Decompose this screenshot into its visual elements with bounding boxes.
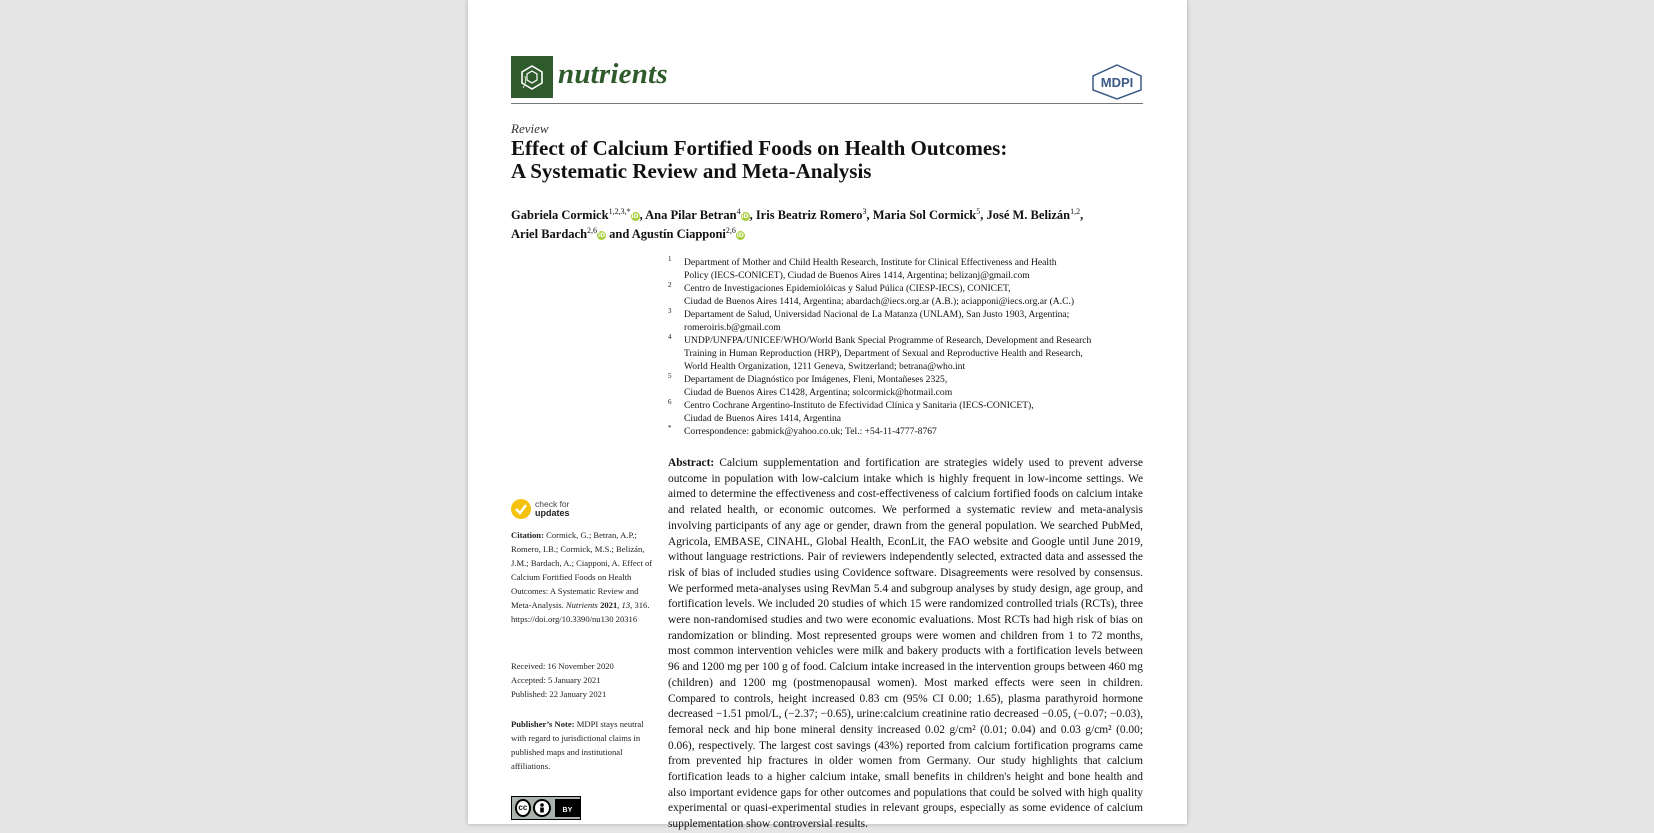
affiliation-line: Ciudad de Buenos Aires 1414, Argentina — [684, 413, 842, 424]
author-name[interactable]: Ana Pilar Betran — [645, 208, 737, 223]
author-name[interactable]: Iris Beatriz Romero — [755, 208, 863, 223]
cc-icon: cc — [515, 799, 531, 817]
affiliation-number: 6 — [668, 398, 672, 406]
document-page — [468, 0, 1187, 831]
author-name[interactable]: Ariel Bardach — [511, 227, 588, 242]
affiliation-line: Centro de Investigaciones Epidemiolóicas y Salud Púlica (CIESP-IECS), CONICET, — [684, 283, 1011, 294]
citation-doi-link[interactable]: 316. https://doi.org/10.3390/nu130 20316 — [511, 600, 650, 624]
journal-name: nutrients — [558, 58, 668, 90]
orcid-icon[interactable]: iD — [631, 213, 639, 221]
cc-license-badge[interactable] — [511, 796, 581, 820]
affiliation-number: 3 — [668, 307, 672, 315]
author-name[interactable]: Maria Sol Cormick — [872, 208, 977, 223]
affiliation-line: Departament de Salud, Universidad Nacional de La Matanza (UNLAM), San Justo 1903, Argentina; — [684, 309, 1070, 320]
title-line: A Systematic Review and Meta-Analysis — [511, 159, 872, 183]
affiliation-list — [668, 256, 1148, 438]
affiliation-item — [668, 334, 1148, 373]
author-name[interactable]: Agustín Ciapponi — [631, 227, 726, 242]
affiliation-line: Ciudad de Buenos Aires C1428, Argentina; solcormick@hotmail.com — [684, 387, 953, 398]
title-line: Effect of Calcium Fortified Foods on Health Outcomes: — [511, 136, 1008, 160]
author-affiliation-sup: 2,6 — [725, 226, 736, 236]
affiliation-line: World Health Organization, 1211 Geneva, Switzerland; betrana@who.int — [684, 361, 966, 372]
affiliation-line: Ciudad de Buenos Aires 1414, Argentina; abardach@iecs.org.ar (A.B.); aciapponi@iecs.org.ar (A.C.) — [684, 296, 1075, 307]
orcid-icon[interactable]: iD — [736, 232, 744, 240]
affiliation-number: 1 — [668, 255, 672, 263]
citation-label: Citation: — [511, 530, 544, 540]
article-type: Review — [511, 121, 549, 136]
affiliation-number: 2 — [668, 281, 672, 289]
affiliation-item — [668, 399, 1148, 425]
publication-dates — [511, 659, 653, 701]
by-label: BY — [555, 799, 580, 817]
publishers-note: Publisher’s Note: MDPI stays neutral with regard to jurisdictional claims in published maps and institutional affiliations. — [511, 719, 644, 771]
check-for-updates-link[interactable] — [511, 498, 611, 522]
abstract-label: Abstract: — [668, 457, 715, 469]
affiliation-item — [668, 373, 1148, 399]
author-affiliation-sup: 5 — [976, 207, 981, 216]
orcid-icon[interactable]: iD — [741, 213, 749, 221]
abstract — [668, 456, 1143, 833]
header-divider — [511, 103, 1143, 104]
affiliation-number: * — [668, 424, 672, 432]
affiliation-number: 4 — [668, 333, 672, 341]
author-affiliation-sup: 1,2,3,* — [608, 207, 631, 216]
author-affiliation-sup: 4 — [736, 207, 741, 216]
article-title — [511, 137, 1131, 183]
affiliation-line: Department of Mother and Child Health Research, Institute for Clinical Effectiveness and Health — [684, 257, 1057, 268]
orcid-icon[interactable]: iD — [598, 232, 606, 240]
check-updates-icon — [511, 499, 531, 519]
publisher-logo — [1091, 64, 1143, 100]
author-affiliation-sup: 1,2 — [1070, 207, 1081, 216]
author-list: Gabriela Cormick$^{1,2,3,*}$iD, Ana Pilar Betran$^4$iD, Iris Beatriz Romero$^3$, Maria Sol Cormick$^5$, José M. Belizán$^{1,2}$, Ariel Bardach$^{2,6}$iD and Agustín Ciapponi$^{2,6}$iD — [511, 207, 1084, 242]
affiliation-item — [668, 282, 1148, 308]
publisher-name: MDPI — [1100, 75, 1134, 90]
person-icon — [533, 799, 551, 817]
accepted-date: Accepted: 5 January 2021 — [511, 675, 601, 685]
affiliation-number: 5 — [668, 372, 672, 380]
received-date: Received: 16 November 2020 — [511, 661, 614, 671]
author-name[interactable]: José M. Belizán — [986, 208, 1071, 223]
journal-header — [511, 56, 1143, 104]
author-affiliation-sup: 2,6 — [587, 226, 598, 236]
published-date: Published: 22 January 2021 — [511, 689, 607, 699]
affiliation-line: Policy (IECS-CONICET), Ciudad de Buenos Aires 1414, Argentina; belizanj@gmail.com — [684, 270, 1030, 281]
affiliation-line: Centro Cochrane Argentino-Instituto de Efectividad Clínica y Sanitaria (IECS-CONICET), — [684, 400, 1034, 411]
author-name[interactable]: Gabriela Cormick — [511, 208, 609, 223]
affiliation-item — [668, 308, 1148, 334]
affiliation-line: Departament de Diagnóstico por Imágenes, Fleni, Montañeses 2325, — [684, 374, 948, 385]
affiliation-line: romeroiris.b@gmail.com — [684, 322, 781, 333]
affiliation-line: UNDP/UNFPA/UNICEF/WHO/World Bank Special Programme of Research, Development and Research — [684, 335, 1092, 346]
check-updates-text: check for updates — [535, 499, 570, 518]
affiliation-line: Correspondence: gabmick@yahoo.co.uk; Tel.: +54-11-4777-8767 — [684, 426, 937, 437]
journal-logo-icon — [511, 56, 553, 98]
affiliation-item — [668, 425, 1148, 438]
author-affiliation-sup: 3 — [862, 207, 867, 216]
citation-block: Citation: Cormick, G.; Betran, A.P.; Romero, I.B.; Cormick, M.S.; Belizán, J.M.; Bardach, A.; Ciapponi, A. Effect of Calcium Fortified Foods on Health Outcomes: A Systematic Review and Meta-Analysis. Nutrients 2021, 13, 316. https://doi.org/10.3390/nu130 20316 — [511, 530, 653, 624]
affiliation-line: Training in Human Reproduction (HRP), Department of Sexual and Reproductive Health and Research, — [684, 348, 1083, 359]
affiliation-item — [668, 256, 1148, 282]
abstract-text: Calcium supplementation and fortification are strategies widely used to prevent adverse outcome in population with low-calcium intake which is highly frequent in low-income settings. We aimed to determine the effectiveness and cost-effectiveness of calcium fortified foods on calcium intake and related health, or economic outcomes. We performed a systematic review and meta-analysis involving participants of any age or gender, drawn from the general population. We searched PubMed, Agricola, EMBASE, CINAHL, Global Health, EconLit, the FAO website and Google until June 2019, without language restrictions. Pair of reviewers independently selected, extracted data and assessed the risk of bias of included studies using Covidence software. Disagreements were resolved by consensus. We performed meta-analyses using RevMan 5.4 and subgroup analyses by study design, age group, and fortification levels. We included 20 studies of which 15 were randomized controlled trials (RCTs), three were non-randomised studies and two were economic evaluations. Most RCTs had high risk of bias on randomization or blinding. Most represented groups were women and children from 1 to 72 months, most common intervention vehicles were milk and bakery products with a fortification levels between 96 and 1200 mg per 100 g of food. Calcium intake increased in the intervention groups between 460 mg (children) and 1200 mg (postmenopausal women). Most marked effects were seen in children. Compared to controls, height increased 0.83 cm (95% CI 0.00; 1.65), plasma parathyroid hormone decreased −1.51 pmol/L, (−2.37; −0.65), urine:calcium creatinine ratio decreased −0.05, (−0.07; −0.03), femoral neck and hip bone mineral density increased 0.02 g/cm² (0.01; 0.04) and 0.03 g/cm² (0.00; 0.06), respectively. The largest cost savings (43%) reported from calcium fortification programs came from prevented hip fractures in older women from Germany. Our study highlights that calcium fortification leads to a higher calcium intake, small benefits in children's height and bone health and also important evidence gaps for other outcomes and populations that could be solved with high quality experimental or quasi-experimental studies in relevant groups, especially as some evidence of calcium supplementation show controversial results. — [668, 457, 1143, 831]
